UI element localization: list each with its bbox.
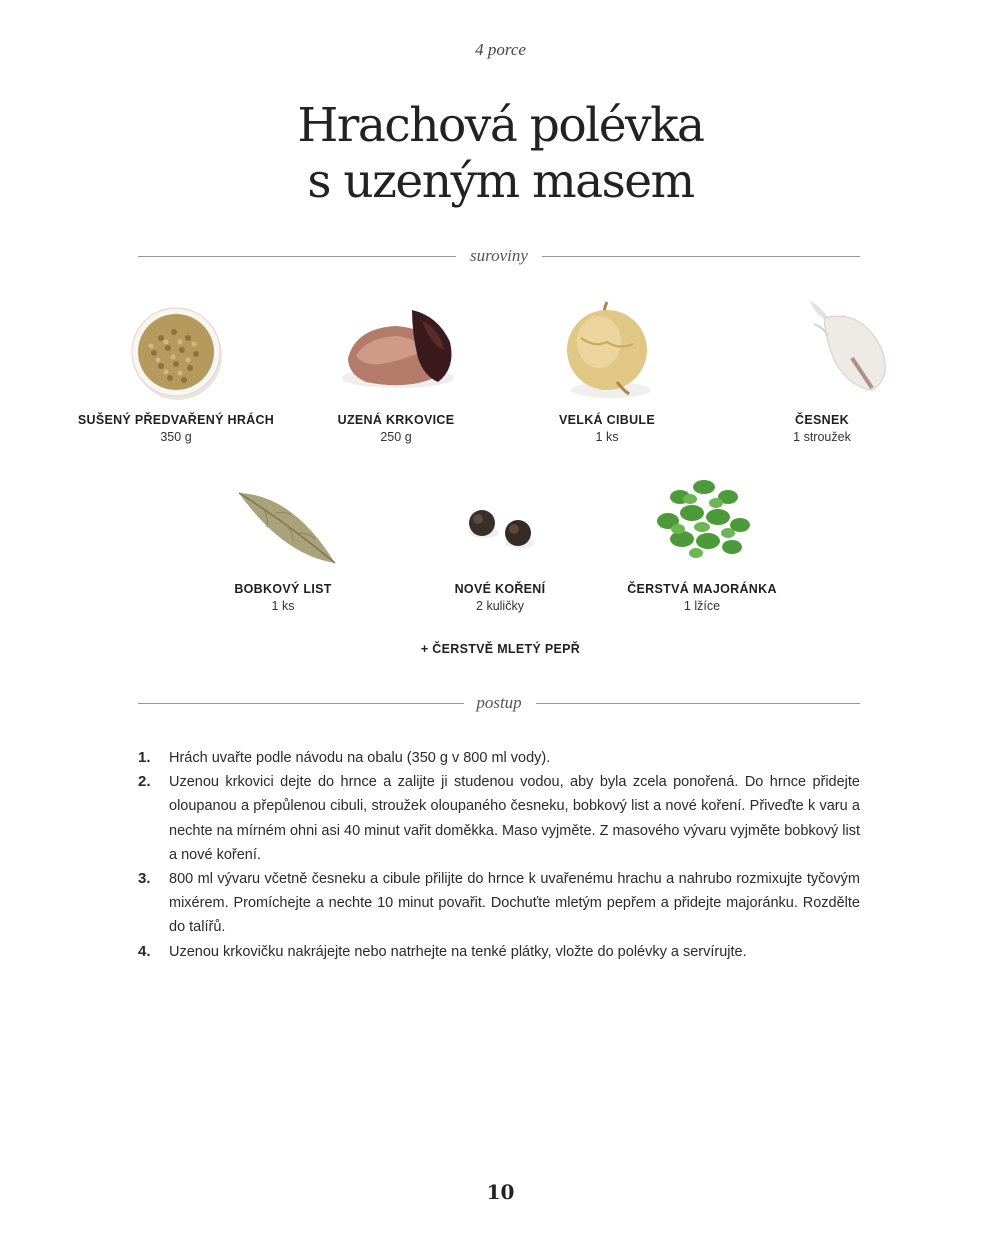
ingredient-onion xyxy=(497,298,717,446)
ingredient-name: SUŠENÝ PŘEDVAŘENÝ HRÁCH xyxy=(77,413,275,427)
ingredient-quantity: 1 ks xyxy=(595,430,619,444)
ingredient-quantity: 2 kuličky xyxy=(476,599,524,613)
marjoram-image xyxy=(632,467,772,577)
ingredient-peas xyxy=(66,298,286,446)
step-number: 4. xyxy=(138,942,151,960)
extra-ingredient: + ČERSTVĚ MLETÝ PEPŘ xyxy=(420,642,581,656)
ingredient-pork xyxy=(286,298,506,446)
step-text: Uzenou krkovici dejte do hrnce a zalijte ji studenou vodou, aby byla zcela ponořená. Do hrnce přidejte oloupanou a přepůlenou cibuli, stroužek oloupaného česneku, bobkový list a nové koření. Přiveďte k varu a nechte na mírném ohni asi 40 minut vařit doměkka. Maso vyjměte. Z masového vývaru vyjměte bobkový list a nové koření. xyxy=(169,774,860,863)
garlic-clove-image xyxy=(752,298,892,408)
page-number: 10 xyxy=(486,1180,515,1204)
ingredients-divider xyxy=(138,246,860,266)
ingredient-name: ČERSTVÁ MAJORÁNKA xyxy=(627,582,777,596)
method-divider xyxy=(138,693,860,713)
ingredient-quantity: 250 g xyxy=(380,430,412,444)
ingredient-quantity: 1 stroužek xyxy=(793,430,851,444)
smoked-pork-image xyxy=(326,298,466,408)
step-item xyxy=(138,746,860,770)
ingredient-name: NOVÉ KOŘENÍ xyxy=(454,582,546,596)
step-number: 2. xyxy=(138,773,151,791)
ingredient-garlic xyxy=(712,298,932,446)
step-text: Uzenou krkovičku nakrájejte nebo natrhejte na tenké plátky, vložte do polévky a servírujte. xyxy=(169,943,747,960)
step-item xyxy=(138,867,860,940)
recipe-title-line-1: Hrachová polévka xyxy=(297,98,704,153)
allspice-image xyxy=(430,467,570,577)
ingredient-quantity: 1 ks xyxy=(271,599,295,613)
ingredient-name: VELKÁ CIBULE xyxy=(559,413,655,427)
step-number: 3. xyxy=(138,870,151,888)
ingredient-name: UZENÁ KRKOVICE xyxy=(337,413,455,427)
recipe-title-line-2: s uzeným masem xyxy=(307,154,694,209)
bay-leaf-image xyxy=(213,467,353,577)
servings-label: 4 porce xyxy=(475,40,526,59)
bowl-of-peas-image xyxy=(106,298,246,408)
step-text: Hrách uvařte podle návodu na obalu (350 g v 800 ml vody). xyxy=(169,750,551,766)
method-heading: postup xyxy=(476,693,522,712)
step-number: 1. xyxy=(138,749,151,766)
ingredient-quantity: 350 g xyxy=(160,430,192,444)
step-text: 800 ml vývaru včetně česneku a cibule přilijte do hrnce k uvařenému hrachu a nahrubo rozmixujte tyčovým mixérem. Promíchejte a nechte 10 minut povařit. Dochuťte mletým pepřem a přidejte majoránku. Rozdělte do talířů. xyxy=(169,871,860,936)
ingredient-quantity: 1 lžíce xyxy=(683,599,721,613)
ingredient-bay-leaf xyxy=(173,467,393,615)
step-item xyxy=(138,940,860,964)
ingredient-name: BOBKOVÝ LIST xyxy=(234,582,332,596)
method-steps xyxy=(138,746,860,964)
ingredient-name: ČESNEK xyxy=(795,413,849,427)
recipe-title xyxy=(0,98,1001,210)
ingredients-heading: suroviny xyxy=(470,246,528,265)
onion-image xyxy=(537,298,677,408)
step-item xyxy=(138,770,860,867)
ingredient-marjoram xyxy=(592,467,812,615)
ingredient-allspice xyxy=(390,467,610,615)
